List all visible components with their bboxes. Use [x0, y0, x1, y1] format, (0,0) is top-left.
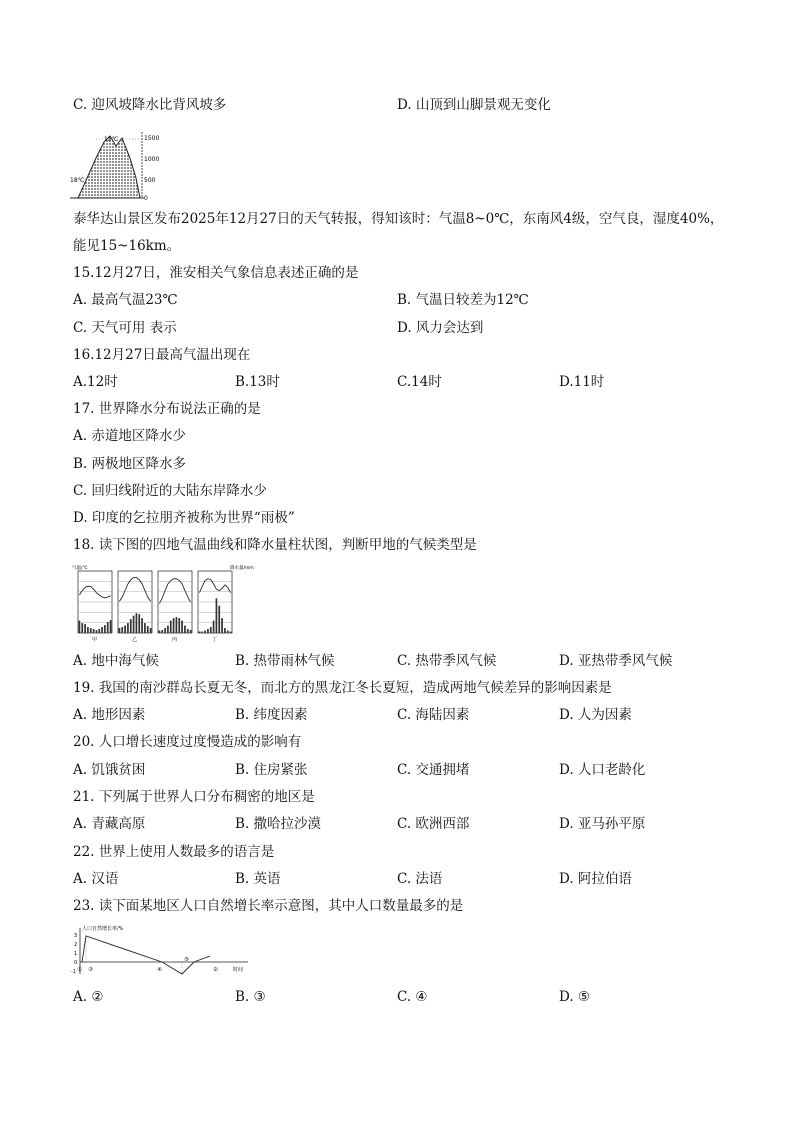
q17-option-d: D. 印度的乞拉朋齐被称为世界“雨极” [73, 510, 295, 526]
growth-ylabel: 人口自然增长率/% [82, 926, 124, 932]
precip-bar [90, 628, 92, 633]
precip-bar [218, 606, 220, 633]
ytick-1: 1 [74, 951, 78, 957]
precip-bar [124, 626, 126, 633]
precip-bar [184, 626, 186, 633]
alt-label-1000: 1000 [144, 156, 160, 163]
precip-bar [230, 632, 232, 633]
precip-bar [110, 620, 112, 633]
precip-bar [119, 628, 121, 633]
q19-option-c: C. 海陆因素 [397, 707, 470, 723]
precip-bar [207, 629, 209, 633]
precip-bar [79, 621, 81, 633]
q20-option-b: B. 住房紧张 [235, 762, 308, 778]
precip-bar [167, 626, 169, 633]
q21-stem: 21. 下列属于世界人口分布稠密的地区是 [73, 789, 315, 805]
q15-option-c: C. 天气可用 表示 [73, 320, 177, 336]
precip-bar [101, 627, 103, 633]
q17-option-c: C. 回归线附近的大陆东岸降水少 [73, 483, 267, 499]
temperature-curve [159, 579, 190, 604]
panel-label-jia: 甲 [92, 637, 98, 643]
alt-label-1500: 1500 [144, 135, 160, 142]
precip-bar [190, 630, 192, 633]
q16-stem: 16.12月27日最高气温出现在 [73, 347, 251, 363]
precip-bar [98, 629, 100, 633]
precip-bar [107, 622, 109, 633]
ytick-neg1: -1 [71, 969, 76, 975]
point-5: ⑤ [184, 957, 189, 963]
precip-bar [187, 629, 189, 633]
q21-option-b: B. 撒哈拉沙漠 [235, 816, 322, 832]
precip-bar [221, 618, 223, 633]
precip-bar [161, 630, 163, 633]
precip-bar [170, 621, 172, 633]
q21-option-d: D. 亚马孙平原 [559, 816, 646, 832]
q21-option-c: C. 欧洲西部 [397, 816, 470, 832]
q18-option-b: B. 热带雨林气候 [235, 653, 335, 669]
q22-option-d: D. 阿拉伯语 [559, 871, 632, 887]
point-2: ② [213, 967, 218, 973]
q15-stem: 15.12月27日，淮安相关气象信息表述正确的是 [73, 265, 359, 281]
q16-option-c: C.14时 [397, 374, 442, 390]
precip-bar [178, 618, 180, 633]
q19-option-a: A. 地形因素 [73, 707, 146, 723]
point-1: ① [77, 967, 82, 973]
climate-left-axis-label: 气温/℃ [72, 566, 88, 571]
temperature-curve [119, 578, 150, 602]
q23-option-d: D. ⑤ [559, 989, 591, 1005]
precip-bar [173, 618, 175, 633]
q14-option-c: C. 迎风坡降水比背风坡多 [73, 97, 227, 113]
precip-bar [147, 626, 149, 633]
q22-option-b: B. 英语 [235, 871, 281, 887]
q19-option-d: D. 人为因素 [559, 707, 632, 723]
precip-bar [136, 613, 138, 633]
q17-option-b: B. 两极地区降水多 [73, 456, 187, 472]
q20-option-d: D. 人口老龄化 [559, 762, 646, 778]
precip-bar [96, 630, 98, 633]
precip-bar [138, 614, 140, 633]
precip-bar [224, 628, 226, 633]
ytick-2: 2 [74, 942, 78, 948]
precip-bar [81, 623, 83, 633]
panel-label-yi: 乙 [132, 637, 138, 643]
q18-option-d: D. 亚热带季风气候 [559, 653, 673, 669]
q19-stem: 19. 我国的南沙群岛长夏无冬，而北方的黑龙江冬长夏短，造成两地气候差异的影响因素是 [73, 680, 612, 696]
growth-curve [82, 936, 210, 974]
precip-bar [216, 598, 218, 633]
alt-label-500: 500 [144, 177, 156, 184]
mountain-temp-bottom: 18℃ [70, 177, 85, 184]
q23-option-b: B. ③ [235, 989, 266, 1005]
q23-option-a: A. ② [73, 989, 104, 1005]
weather-text-line1: 泰华达山景区发布2025年12月27日的天气转报，得知该时：气温8~0℃，东南风4级，空气良，湿度40%， [73, 211, 724, 227]
temperature-curve [79, 586, 110, 598]
temperature-curve [199, 579, 230, 593]
precip-bar [121, 627, 123, 633]
weather-text-line2: 能见15~16km。 [73, 238, 181, 254]
growth-xlabel: 时间 [233, 967, 244, 973]
population-growth-figure [70, 924, 255, 982]
q18-option-a: A. 地中海气候 [73, 653, 159, 669]
q22-option-a: A. 汉语 [73, 871, 119, 887]
q15-option-a: A. 最高气温23℃ [73, 292, 178, 308]
precip-bar [176, 617, 178, 633]
precip-bar [159, 631, 161, 633]
q20-stem: 20. 人口增长速度过度慢造成的影响有 [73, 734, 302, 750]
q21-option-a: A. 青藏高原 [73, 816, 146, 832]
q15-option-d: D. 风力会达到 [397, 320, 484, 336]
precip-bar [87, 627, 89, 633]
q17-option-a: A. 赤道地区降水少 [73, 428, 186, 444]
precip-bar [130, 619, 132, 633]
precip-bar [181, 621, 183, 633]
precip-bar [201, 632, 203, 633]
q19-option-b: B. 纬度因素 [235, 707, 308, 723]
precip-bar [93, 629, 95, 633]
precip-bar [210, 627, 212, 633]
precip-bar [150, 628, 152, 633]
q16-option-d: D.11时 [559, 374, 605, 390]
precip-bar [84, 624, 86, 633]
q23-option-c: C. ④ [397, 989, 428, 1005]
precip-bar [213, 621, 215, 633]
precip-bar [141, 618, 143, 633]
q15-option-b: B. 气温日较差为12℃ [397, 292, 529, 308]
precip-bar [199, 632, 201, 633]
precip-bar [127, 623, 129, 633]
ytick-3: 3 [74, 933, 78, 939]
alt-label-0: 0 [144, 195, 148, 202]
precip-bar [164, 628, 166, 633]
climate-charts-figure [70, 563, 254, 643]
point-4: ④ [157, 967, 162, 973]
point-3: ③ [88, 967, 93, 973]
q14-option-d: D. 山顶到山脚景观无变化 [397, 97, 551, 113]
q22-option-c: C. 法语 [397, 871, 443, 887]
mountain-altitude-figure [70, 128, 160, 200]
q17-stem: 17. 世界降水分布说法正确的是 [73, 401, 261, 417]
ytick-0: 0 [74, 960, 78, 966]
q20-option-a: A. 饥饿贫困 [73, 762, 146, 778]
precip-bar [144, 623, 146, 633]
q20-option-c: C. 交通拥堵 [397, 762, 470, 778]
precip-bar [133, 616, 135, 633]
panel-label-ding: 丁 [212, 637, 218, 643]
panel-label-bing: 丙 [172, 637, 178, 643]
precip-bar [104, 625, 106, 633]
q16-option-b: B.13时 [235, 374, 280, 390]
q16-option-a: A.12时 [73, 374, 118, 390]
precip-bar [227, 631, 229, 633]
q18-option-c: C. 热带季风气候 [397, 653, 497, 669]
q23-stem: 23. 读下面某地区人口自然增长率示意图，其中人口数量最多的是 [73, 898, 464, 914]
q22-stem: 22. 世界上使用人数最多的语言是 [73, 844, 275, 860]
precip-bar [204, 631, 206, 633]
climate-right-axis-label: 降水量/mm [230, 566, 254, 571]
mountain-temp-top: 12℃ [104, 136, 119, 143]
mountain-shape [78, 136, 140, 198]
q18-stem: 18. 读下图的四地气温曲线和降水量柱状图，判断甲地的气候类型是 [73, 537, 477, 553]
